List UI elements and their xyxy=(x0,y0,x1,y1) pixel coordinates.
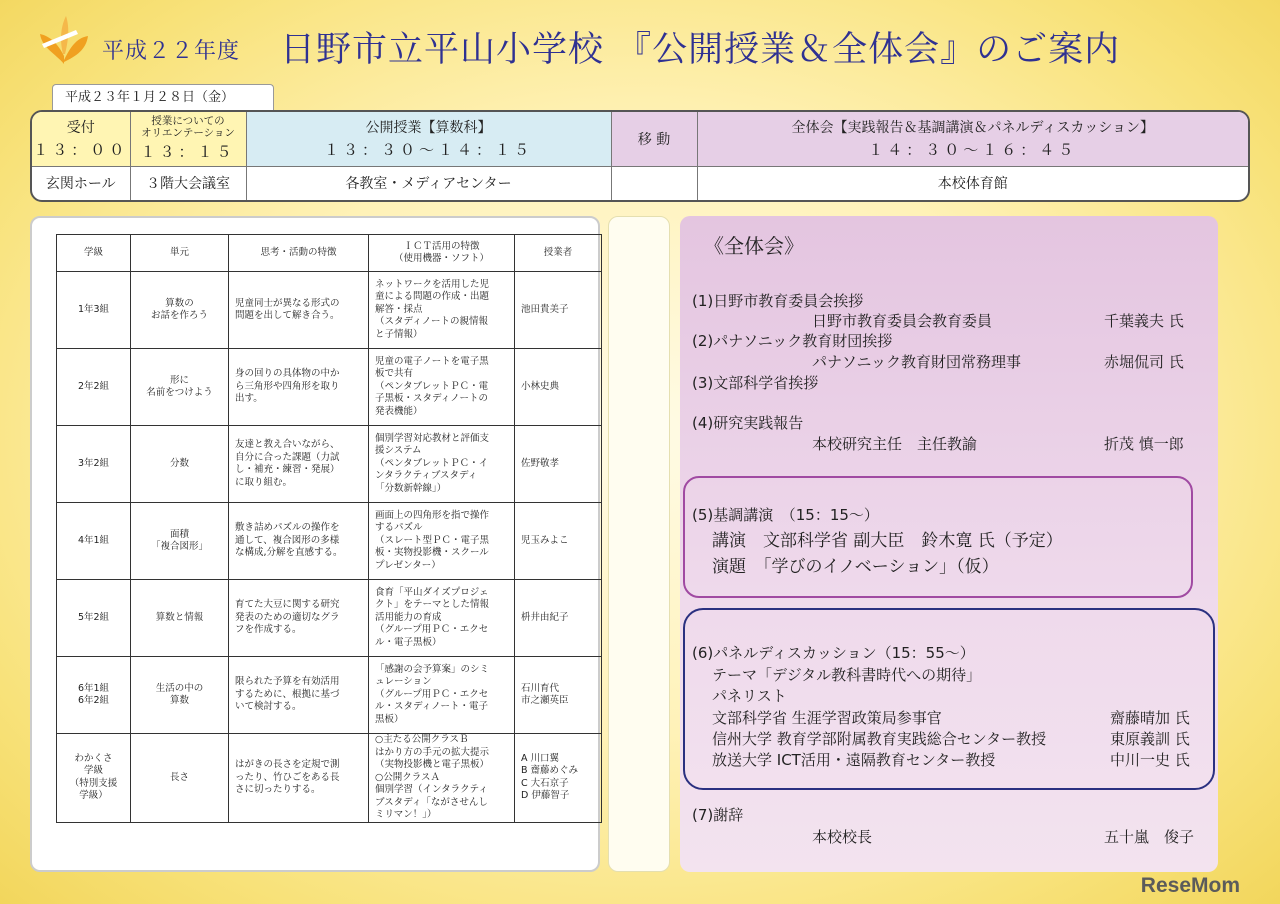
thinking-cell: 敷き詰めパズルの操作を 通して、複合図形の多様 な構成,分解を直感する。 xyxy=(229,503,369,580)
table-header-grade: 学級 xyxy=(57,235,131,272)
panelist-3-name: 中川一史 氏 xyxy=(1110,751,1190,769)
general-meeting-place: 本校体育館 xyxy=(697,166,1248,200)
table-header-unit: 単元 xyxy=(131,235,229,272)
agenda-item-4: (4)研究実践報告 xyxy=(692,414,804,432)
open-class-label: 公開授業【算数科】 xyxy=(365,120,492,137)
grade-cell: 4年1組 xyxy=(57,503,131,580)
unit-cell: 分数 xyxy=(131,426,229,503)
orientation-label-1: 授業についての xyxy=(151,115,225,128)
move-place xyxy=(611,166,697,200)
reception-place: 玄関ホール xyxy=(32,166,130,200)
agenda-item-6: (6)パネルディスカッション（15：55〜） xyxy=(692,644,975,662)
table-header-ict: ＩＣＴ活用の特徴 （使用機器・ソフト） xyxy=(369,235,515,272)
orientation-time: １３：１５ xyxy=(140,143,236,162)
general-meeting-heading: 《全体会》 xyxy=(704,234,804,258)
grade-cell: 3年2組 xyxy=(57,426,131,503)
fiscal-year-label: 平成２２年度 xyxy=(102,39,241,64)
brand-watermark: ReseMom xyxy=(1140,874,1240,897)
schedule-table xyxy=(30,110,1250,202)
ict-cell: 食育「平山ダイズプロジェ クト」をテーマとした情報 活用能力の育成 （グループ用ＰＣ・エクセ ル・電子黒板） xyxy=(369,580,515,657)
keynote-lecturer: 講演 文部科学省 副大臣 鈴木寛 氏（予定） xyxy=(712,531,1063,551)
grade-cell: わかくさ 学級 （特別支援 学級） xyxy=(57,734,131,823)
orientation-cell xyxy=(130,112,246,166)
table-row xyxy=(57,580,602,657)
teacher-cell: A 川口翼 B 齋藤めぐみ C 大石京子 D 伊藤智子 xyxy=(515,734,602,823)
panelist-2-name: 東原義訓 氏 xyxy=(1110,730,1190,748)
divider-strip xyxy=(608,216,670,872)
agenda-item-7-name: 五十嵐 俊子 xyxy=(1104,828,1195,846)
panelists-label: パネリスト xyxy=(712,687,787,705)
grade-cell: 5年2組 xyxy=(57,580,131,657)
general-meeting-time: １４：３０〜１６：４５ xyxy=(868,141,1078,160)
agenda-item-2: (2)パナソニック教育財団挨拶 xyxy=(692,332,893,350)
agenda-item-1: (1)日野市教育委員会挨拶 xyxy=(692,292,864,310)
open-class-cell xyxy=(246,112,611,166)
grade-cell: 6年1組 6年2組 xyxy=(57,657,131,734)
unit-cell: 面積 「複合図形」 xyxy=(131,503,229,580)
open-class-place: 各教室・メディアセンター xyxy=(246,166,611,200)
thinking-cell: 友達と教え合いながら、 自分に合った課題（力試 し・補充・練習・発展） に取り組む。 xyxy=(229,426,369,503)
teacher-cell: 佐野敬孝 xyxy=(515,426,602,503)
reception-time: １３：００ xyxy=(33,141,129,160)
unit-cell: 算数の お話を作ろう xyxy=(131,272,229,349)
agenda-item-2-name: 赤堀侃司 氏 xyxy=(1104,353,1184,371)
thinking-cell: 育てた大豆に関する研究 発表のための適切なグラ フを作成する。 xyxy=(229,580,369,657)
thinking-cell: 児童同士が異なる形式の 問題を出して解き合う。 xyxy=(229,272,369,349)
ict-cell: 個別学習対応教材と評価支 援システム （ペンタブレットＰＣ・イ ンタラクティブスタディ 「分数新幹線」） xyxy=(369,426,515,503)
event-date: 平成２３年１月２８日（金） xyxy=(52,84,274,110)
panelist-3-role: 放送大学 ICT活用・遠隔教育センター教授 xyxy=(712,751,996,769)
unit-cell: 長さ xyxy=(131,734,229,823)
panelist-2-role: 信州大学 教育学部附属教育実践総合センター教授 xyxy=(712,730,1047,748)
agenda-item-5: (5)基調講演 （15：15〜） xyxy=(692,506,879,524)
class-table xyxy=(56,234,602,823)
teacher-cell: 小林史典 xyxy=(515,349,602,426)
panelist-1-role: 文部科学省 生涯学習政策局参事官 xyxy=(712,709,942,727)
unit-cell: 形に 名前をつけよう xyxy=(131,349,229,426)
panelist-1-name: 齋藤晴加 氏 xyxy=(1110,709,1190,727)
school-logo-icon xyxy=(36,14,92,66)
teacher-cell: 枡井由紀子 xyxy=(515,580,602,657)
page-title: 日野市立平山小学校 『公開授業＆全体会』のご案内 xyxy=(280,30,1121,70)
orientation-place: ３階大会議室 xyxy=(130,166,246,200)
ict-cell: ○主たる公開クラスＢ はかり方の手元の拡大提示 （実物投影機と電子黒板） ○公開クラスＡ 個別学習（インタラクティ ブスタディ「ながさせんし ミリマン！」） xyxy=(369,734,515,823)
unit-cell: 生活の中の 算数 xyxy=(131,657,229,734)
general-meeting-cell xyxy=(697,112,1248,166)
table-header-teacher: 授業者 xyxy=(515,235,602,272)
class-panel xyxy=(30,216,600,872)
teacher-cell: 池田貴美子 xyxy=(515,272,602,349)
grade-cell: 1年3組 xyxy=(57,272,131,349)
open-class-time: １３：３０〜１４：１５ xyxy=(323,141,533,160)
agenda-item-7: (7)謝辞 xyxy=(692,806,744,824)
agenda-item-1-name: 千葉義夫 氏 xyxy=(1104,312,1184,330)
reception-label: 受付 xyxy=(66,120,95,137)
grade-cell: 2年2組 xyxy=(57,349,131,426)
agenda-item-2-role: パナソニック教育財団常務理事 xyxy=(812,353,1021,371)
general-meeting-label: 全体会【実践報告＆基調講演＆パネルディスカッション】 xyxy=(791,120,1154,137)
thinking-cell: 身の回りの具体物の中か ら三角形や四角形を取り 出す。 xyxy=(229,349,369,426)
table-row xyxy=(57,657,602,734)
table-row xyxy=(57,503,602,580)
move-cell: 移 動 xyxy=(611,112,697,166)
agenda-item-4-name: 折茂 慎一郎 xyxy=(1104,435,1184,453)
table-row xyxy=(57,426,602,503)
agenda-item-3: (3)文部科学省挨拶 xyxy=(692,374,819,392)
unit-cell: 算数と情報 xyxy=(131,580,229,657)
table-row xyxy=(57,272,602,349)
thinking-cell: はがきの長さを定規で測 ったり、竹ひごをある長 さに切ったりする。 xyxy=(229,734,369,823)
ict-cell: 「感謝の会予算案」のシミ ュレーション （グループ用ＰＣ・エクセ ル・スタディノート・電子 黒板） xyxy=(369,657,515,734)
orientation-label-2: オリエンテーション xyxy=(141,127,235,140)
ict-cell: 画面上の四角形を指で操作 するパズル （スレート型ＰＣ・電子黒 板・実物投影機・スクール プレゼンター） xyxy=(369,503,515,580)
teacher-cell: 石川育代 市之瀬英臣 xyxy=(515,657,602,734)
general-meeting-panel xyxy=(680,216,1218,872)
panel-theme: テーマ「デジタル教科書時代への期待」 xyxy=(712,666,982,684)
keynote-title: 演題 「学びのイノベーション」（仮） xyxy=(712,557,999,577)
table-row xyxy=(57,734,602,823)
reception-cell xyxy=(32,112,130,166)
table-row xyxy=(57,349,602,426)
table-header-thinking: 思考・活動の特徴 xyxy=(229,235,369,272)
ict-cell: ネットワークを活用した児 童による問題の作成・出題 解答・採点 （スタディノートの親情報 と子情報） xyxy=(369,272,515,349)
thinking-cell: 限られた予算を有効活用 するために、根拠に基づ いて検討する。 xyxy=(229,657,369,734)
ict-cell: 児童の電子ノートを電子黒 板で共有 （ペンタブレットＰＣ・電 子黒板・スタディノートの 発表機能） xyxy=(369,349,515,426)
agenda-item-4-role: 本校研究主任 主任教諭 xyxy=(812,435,978,453)
agenda-item-1-role: 日野市教育委員会教育委員 xyxy=(812,312,993,330)
agenda-item-7-role: 本校校長 xyxy=(812,828,873,846)
teacher-cell: 児玉みよこ xyxy=(515,503,602,580)
